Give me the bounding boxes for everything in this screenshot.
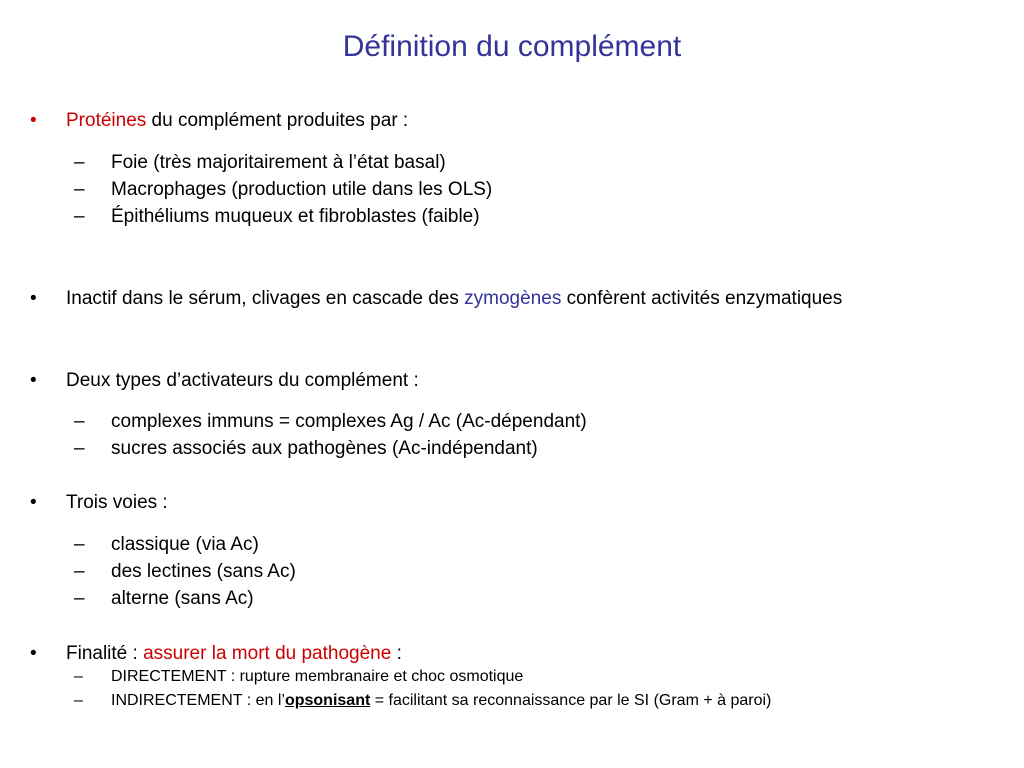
bullet-voies (30, 492, 168, 514)
bullet-text: du complément produites par : (146, 110, 409, 131)
sub-item-text: complexes immuns = complexes Ag / Ac (Ac-dépendant) (111, 411, 587, 432)
dash-marker: – (74, 438, 85, 459)
bullet-activateurs (30, 370, 419, 392)
bullet-text-post: : (391, 643, 402, 664)
bullet-zymogenes (30, 288, 843, 310)
sub-item-text: classique (via Ac) (111, 534, 259, 555)
bullet-text: Trois voies : (66, 492, 168, 513)
sub-item (74, 534, 259, 556)
dash-marker: – (74, 561, 85, 582)
sub-item-text: Épithéliums muqueux et fibroblastes (faible) (111, 206, 480, 227)
sub-item (74, 668, 524, 686)
opsonisant-emphasis: opsonisant (284, 692, 371, 709)
dash-marker: – (74, 668, 83, 685)
dash-marker: – (74, 588, 85, 609)
bullet-text-pre: Inactif dans le sérum, clivages en cascade des (66, 288, 465, 309)
sub-item (74, 152, 446, 174)
bullet-text-pre: Finalité : (66, 643, 144, 664)
sub-item-text: Macrophages (production utile dans les OLS) (111, 179, 493, 200)
dash-marker: – (74, 152, 85, 173)
sub-item-text: Foie (très majoritairement à l’état basal) (111, 152, 446, 173)
slide-title: Définition du complément (342, 30, 682, 63)
bullet-marker: • (30, 288, 37, 309)
finalite-highlight: assurer la mort du pathogène (143, 643, 392, 664)
dash-marker: – (74, 534, 85, 555)
bullet-marker: • (30, 110, 37, 131)
sub-item-text-post: = facilitant sa reconnaissance par le SI (Gram + à paroi) (370, 692, 772, 709)
bullet-marker: • (30, 492, 37, 513)
sub-item (74, 561, 296, 583)
sub-item-text: sucres associés aux pathogènes (Ac-indépendant) (111, 438, 538, 459)
dash-marker: – (74, 411, 85, 432)
sub-item (74, 588, 254, 610)
proteines-highlight: Protéines (66, 110, 147, 131)
sub-item (74, 438, 538, 460)
bullet-finalite (30, 643, 402, 665)
sub-item (74, 692, 772, 710)
sub-item-text-pre: INDIRECTEMENT : en l’ (111, 692, 285, 709)
sub-item (74, 206, 480, 228)
sub-item-text: alterne (sans Ac) (111, 588, 254, 609)
zymogenes-highlight: zymogènes (464, 288, 562, 309)
bullet-marker: • (30, 643, 37, 664)
bullet-marker: • (30, 370, 37, 391)
sub-item-text: des lectines (sans Ac) (111, 561, 296, 582)
dash-marker: – (74, 206, 85, 227)
sub-item (74, 179, 493, 201)
dash-marker: – (74, 692, 83, 709)
bullet-proteines (30, 110, 409, 132)
sub-item-text: DIRECTEMENT : rupture membranaire et choc osmotique (111, 668, 524, 685)
bullet-text: Deux types d’activateurs du complément : (66, 370, 419, 391)
dash-marker: – (74, 179, 85, 200)
bullet-text-post: confèrent activités enzymatiques (561, 288, 843, 309)
sub-item (74, 411, 587, 433)
